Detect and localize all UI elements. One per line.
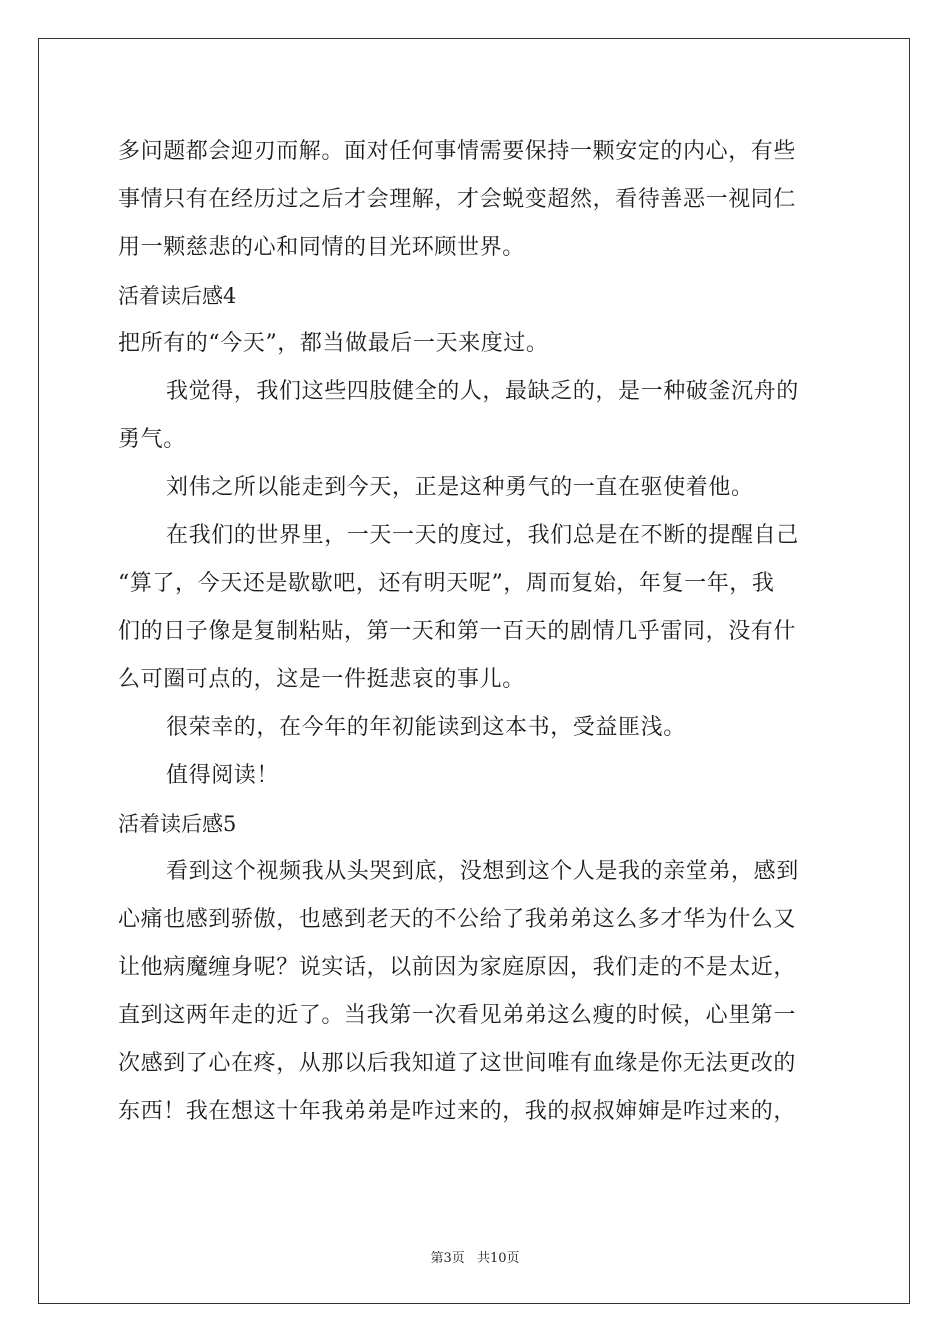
paragraph-line: 心痛也感到骄傲，也感到老天的不公给了我弟弟这么多才华为什么又 (118, 907, 797, 932)
paragraph (118, 752, 834, 800)
paragraph-line: 么可圈可点的，这是一件挺悲哀的事儿。 (118, 667, 525, 692)
paragraph-line: 东西！我在想这十年我弟弟是咋过来的，我的叔叔婶婶是咋过来的， (118, 1099, 797, 1124)
page-footer (0, 1247, 950, 1266)
paragraph-line: “算了，今天还是歇歇吧，还有明天呢”，周而复始，年复一年，我 (118, 571, 775, 596)
section-heading (118, 272, 834, 320)
paragraph (118, 320, 834, 368)
paragraph-line: 次感到了心在疼，从那以后我知道了这世间唯有血缘是你无法更改的 (118, 1051, 797, 1076)
document-body (118, 128, 834, 1136)
paragraph-line: 多问题都会迎刃而解。面对任何事情需要保持一颗安定的内心，有些 (118, 139, 797, 164)
paragraph-line: 我觉得，我们这些四肢健全的人，最缺乏的，是一种破釜沉舟的 (166, 379, 799, 404)
heading-text: 活着读后感4 (118, 284, 237, 308)
paragraph (118, 512, 834, 704)
page-number-total: 共10页 (476, 1251, 520, 1266)
paragraph-line: 值得阅读！ (166, 763, 280, 788)
paragraph-line: 在我们的世界里，一天一天的度过，我们总是在不断的提醒自己 (166, 523, 799, 548)
paragraph (118, 128, 834, 272)
paragraph (118, 704, 834, 752)
section-heading (118, 800, 834, 848)
paragraph (118, 848, 834, 1136)
paragraph (118, 464, 834, 512)
paragraph-line: 把所有的“今天”，都当做最后一天来度过。 (118, 331, 549, 356)
paragraph-line: 勇气。 (118, 427, 186, 452)
paragraph-line: 直到这两年走的近了。当我第一次看见弟弟这么瘦的时候，心里第一 (118, 1003, 797, 1028)
paragraph-line: 让他病魔缠身呢？说实话，以前因为家庭原因，我们走的不是太近， (118, 955, 797, 980)
paragraph-line: 事情只有在经历过之后才会理解，才会蜕变超然，看待善恶一视同仁 (118, 187, 797, 212)
paragraph-line: 们的日子像是复制粘贴，第一天和第一百天的剧情几乎雷同，没有什 (118, 619, 797, 644)
paragraph-line: 用一颗慈悲的心和同情的目光环顾世界。 (118, 235, 525, 260)
paragraph-line: 刘伟之所以能走到今天，正是这种勇气的一直在驱使着他。 (166, 475, 754, 500)
paragraph (118, 368, 834, 464)
paragraph-line: 看到这个视频我从头哭到底，没想到这个人是我的亲堂弟，感到 (166, 859, 799, 884)
page-number-current: 第3页 (430, 1251, 465, 1266)
heading-text: 活着读后感5 (118, 812, 237, 836)
paragraph-line: 很荣幸的，在今年的年初能读到这本书，受益匪浅。 (166, 715, 686, 740)
